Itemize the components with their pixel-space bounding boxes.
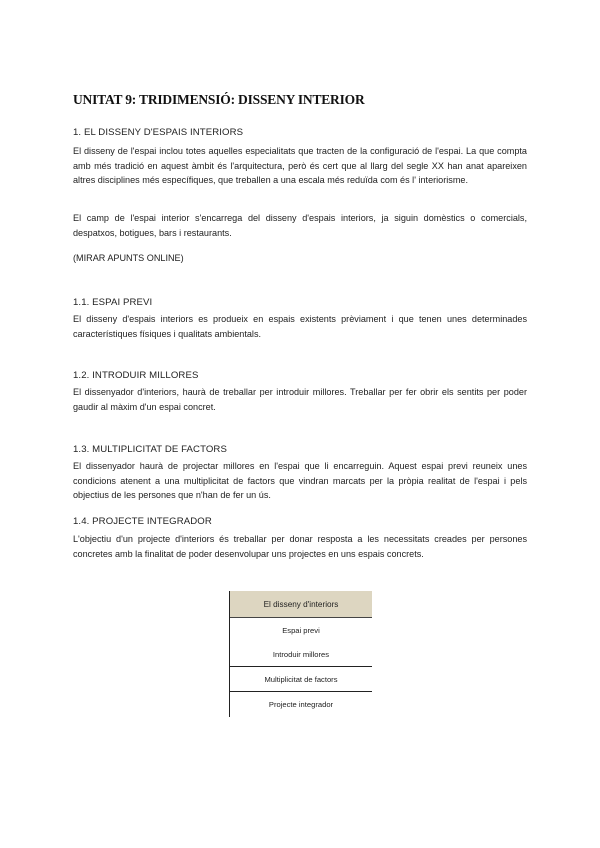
section-1-2-paragraph: El dissenyador d'interiors, haurà de treballar per introduir millores. Treballar per fer obrir els sentits per poder gaudir al màxim d'un espai concret. [73,387,527,412]
diagram-header: El disseny d'interiors [230,591,372,618]
page-title: UNITAT 9: TRIDIMENSIÓ: DISSENY INTERIOR [73,92,365,107]
section-1-3-paragraph: El dissenyador haurà de projectar millores en l'espai que li encarreguin. Aquest espai previ reuneix unes condicions atenent a una multiplicitat de factors que vindran marcats per la pròpia realitat de l'espai i pels objectius de les persones que n'han de fer un ús. [73,461,527,501]
section-heading-1-4: 1.4. PROJECTE INTEGRADOR [73,516,212,527]
section-heading-1-3: 1.3. MULTIPLICITAT DE FACTORS [73,444,227,455]
section-heading-1-1: 1.1. ESPAI PREVI [73,297,153,308]
section-heading-1-2: 1.2. INTRODUIR MILLORES [73,370,199,381]
diagram-row-multiplicitat-factors: Multiplicitat de factors [230,667,372,692]
section-1-paragraph-2: El camp de l'espai interior s'encarrega del disseny d'espais interiors, ja siguin domèstics o comercials, despatxos, botigues, bars i restaurants. [73,213,527,238]
section-1-note: (MIRAR APUNTS ONLINE) [73,253,184,263]
diagram-row-introduir-millores: Introduir millores [230,642,372,667]
section-1-4-paragraph: L'objectiu d'un projecte d'interiors és treballar per donar resposta a les necessitats creades per persones concretes amb la finalitat de poder desenvolupar uns projectes en uns espais concrets. [73,534,527,559]
diagram-row-espai-previ: Espai previ [282,625,320,635]
section-1-paragraph-1: El disseny de l'espai inclou totes aquelles especialitats que tracten de la configuració de l'espai. La que compta amb més tradició en aquest àmbit és l'arquitectura, però és cert que al llarg del segle XX han anat apareixen altres disciplines més específiques, que treballen a una escala més reduïda com és l' interiorisme. [73,146,527,186]
section-1-1-paragraph: El disseny d'espais interiors es produeix en espais existents prèviament i que tenen unes determinades característiques físiques i qualitats ambientals. [73,314,527,339]
section-heading-1: 1. EL DISSENY D'ESPAIS INTERIORS [73,127,244,138]
design-diagram [229,591,372,717]
diagram-row-projecte-integrador: Projecte integrador [268,699,334,709]
